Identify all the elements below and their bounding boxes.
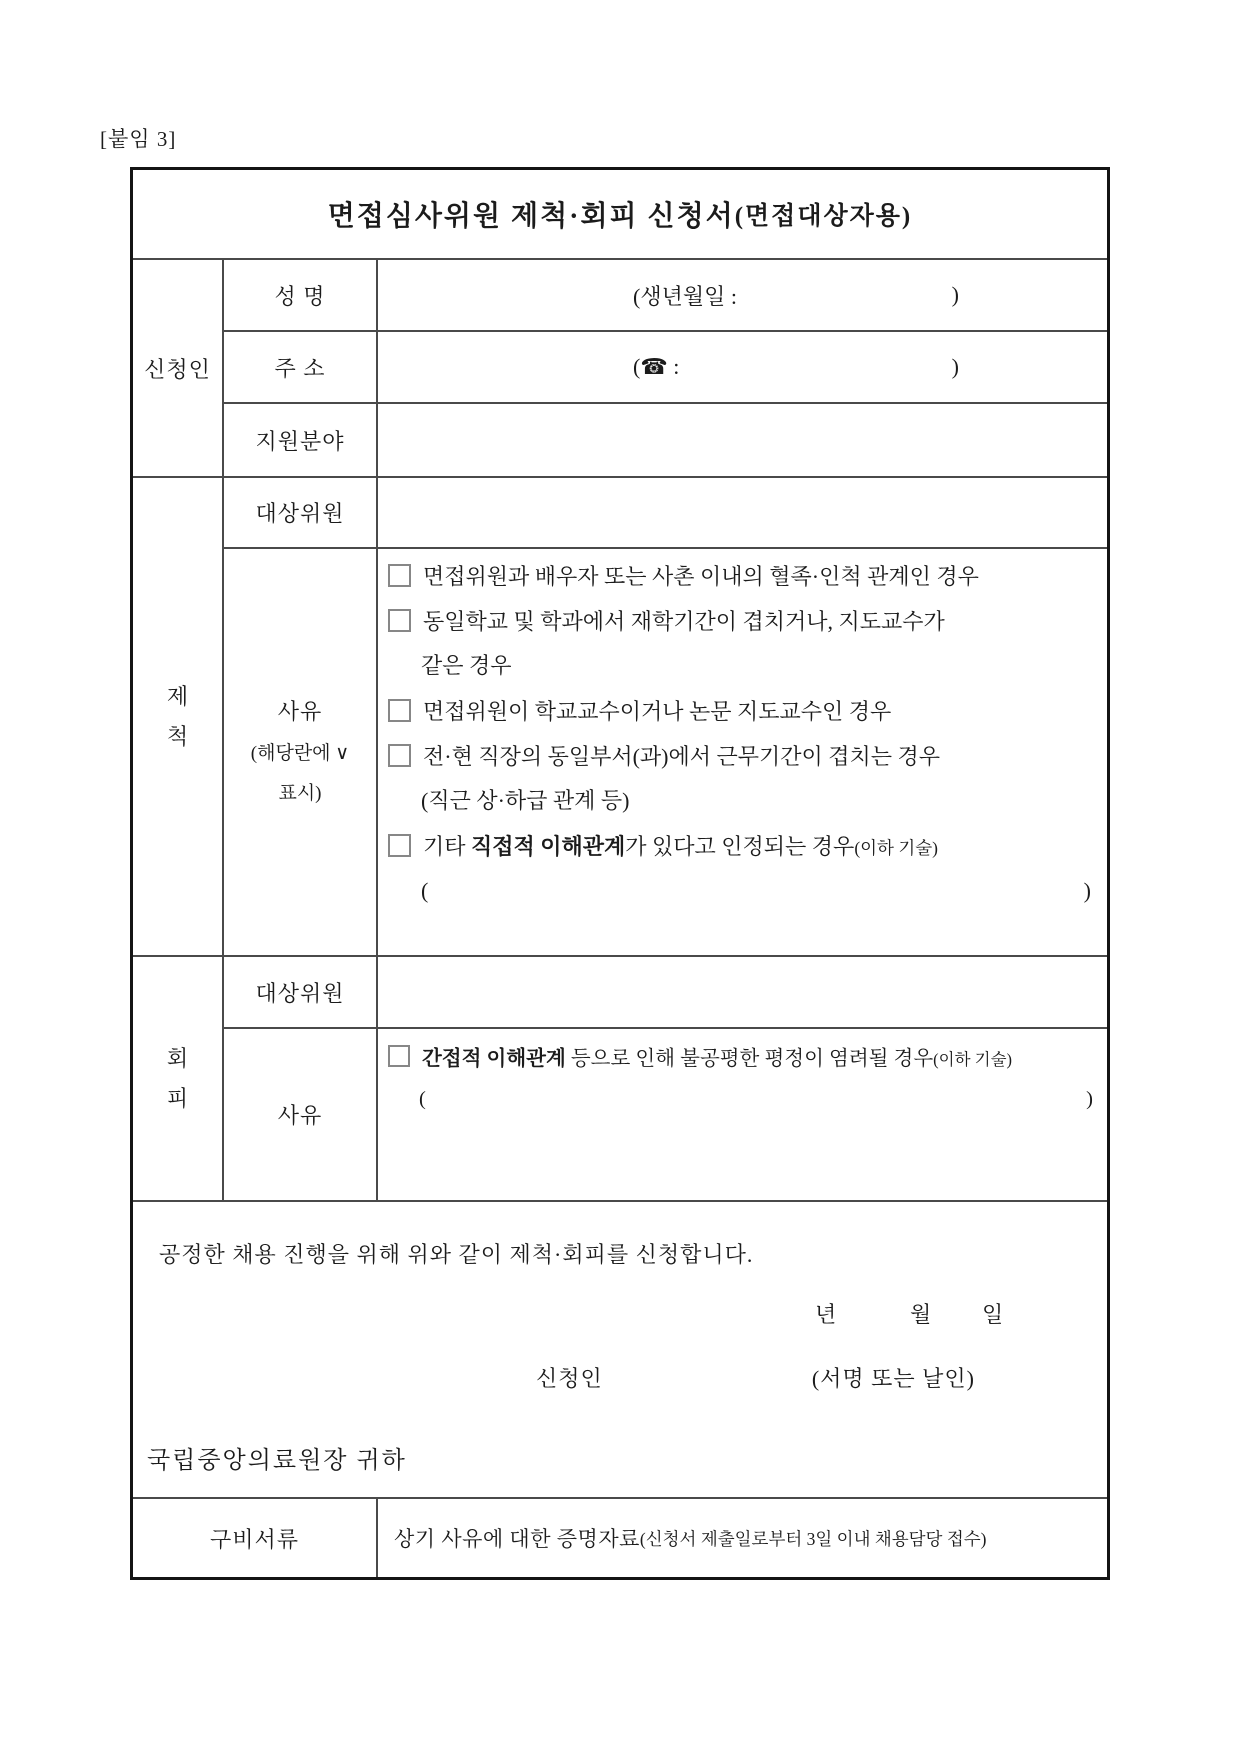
exclusion-target-label: 대상위원 xyxy=(224,478,378,549)
recusal-target-label: 대상위원 xyxy=(224,957,378,1029)
attachment-label: [붙임 3] xyxy=(100,127,177,151)
exclusion-option-5: 기타 직접적 이해관계가 있다고 인정되는 경우(이하 기술) xyxy=(388,823,1107,868)
recusal-option-1: 간접적 이해관계 등으로 인해 불공평한 평정이 염려될 경우(이하 기술) xyxy=(388,1031,1107,1081)
application-form-table xyxy=(130,167,1110,1580)
check-mark-note-line2: 표시) xyxy=(278,783,322,804)
recusal-target-value xyxy=(378,957,1107,1029)
checkbox-icon xyxy=(388,744,411,767)
required-documents-label: 구비서류 xyxy=(133,1499,378,1577)
birthdate-note-open: (생년월일 : xyxy=(633,283,737,309)
recusal-option-writein: ( ) xyxy=(419,1088,1093,1110)
recusal-reason-label: 사유 xyxy=(224,1029,378,1202)
exclusion-option-4-cont: (직근 상·하급 관계 등) xyxy=(421,788,630,813)
statement-block xyxy=(133,1202,1107,1499)
applicant-signature-label: 신청인 xyxy=(536,1366,603,1391)
application-field-value xyxy=(378,404,1107,478)
required-documents-value: 상기 사유에 대한 증명자료 (신청서 제출일로부터 3일 이내 채용담당 접수) xyxy=(394,1527,987,1551)
exclusion-option-3: 면접위원이 학교교수이거나 논문 지도교수인 경우 xyxy=(388,688,1107,733)
recusal-reason-options xyxy=(378,1029,1107,1202)
address-label: 주 소 xyxy=(224,332,378,404)
form-title xyxy=(133,170,1107,260)
recipient-line: 국립중앙의료원장 귀하 xyxy=(147,1448,407,1474)
signature-line xyxy=(133,1362,1107,1392)
section-label-exclusion: 제 척 xyxy=(133,478,224,957)
section-label-applicant: 신청인 xyxy=(133,260,224,478)
exclusion-option-2-cont: 같은 경우 xyxy=(421,653,512,678)
checkbox-icon xyxy=(388,609,411,632)
checkbox-icon xyxy=(388,834,411,857)
section-label-recusal: 회 피 xyxy=(133,957,224,1202)
exclusion-reason-label: 사유 (해당란에 ∨ 표시) xyxy=(224,549,378,957)
name-label: 성 명 xyxy=(224,260,378,332)
exclusion-option-5-writein: ( ) xyxy=(421,878,1091,903)
check-mark-note-line1: (해당란에 ∨ xyxy=(250,743,350,764)
statement-text: 공정한 채용 진행을 위해 위와 같이 제척·회피를 신청합니다. xyxy=(159,1242,754,1267)
birthdate-note-close: ) xyxy=(951,282,959,307)
form-title-main: 면접심사위원 제척·회피 신청서 xyxy=(327,201,735,232)
checkbox-icon xyxy=(388,564,411,587)
exclusion-reason-options xyxy=(378,549,1107,957)
address-field xyxy=(378,332,1107,404)
exclusion-option-4: 전·현 직장의 동일부서(과)에서 근무기간이 겹치는 경우 xyxy=(388,733,1107,778)
checkbox-icon xyxy=(388,699,411,722)
application-field-label: 지원분야 xyxy=(224,404,378,478)
signature-note: (서명 또는 날인) xyxy=(811,1366,975,1391)
exclusion-option-1: 면접위원과 배우자 또는 사촌 이내의 혈족·인척 관계인 경우 xyxy=(388,553,1107,598)
form-title-sub: (면접대상자용) xyxy=(734,203,913,230)
date-line xyxy=(133,1298,1107,1326)
name-field xyxy=(378,260,1107,332)
date-year-label: 년 xyxy=(815,1302,838,1327)
checkbox-icon xyxy=(388,1045,410,1067)
phone-note-open: (☎ : xyxy=(633,354,680,379)
exclusion-option-2: 동일학교 및 학과에서 재학기간이 겹치거나, 지도교수가 xyxy=(388,598,1107,643)
exclusion-target-value xyxy=(378,478,1107,549)
date-month-label: 월 xyxy=(910,1302,933,1327)
phone-note-close: ) xyxy=(951,354,959,379)
date-day-label: 일 xyxy=(982,1302,1005,1327)
